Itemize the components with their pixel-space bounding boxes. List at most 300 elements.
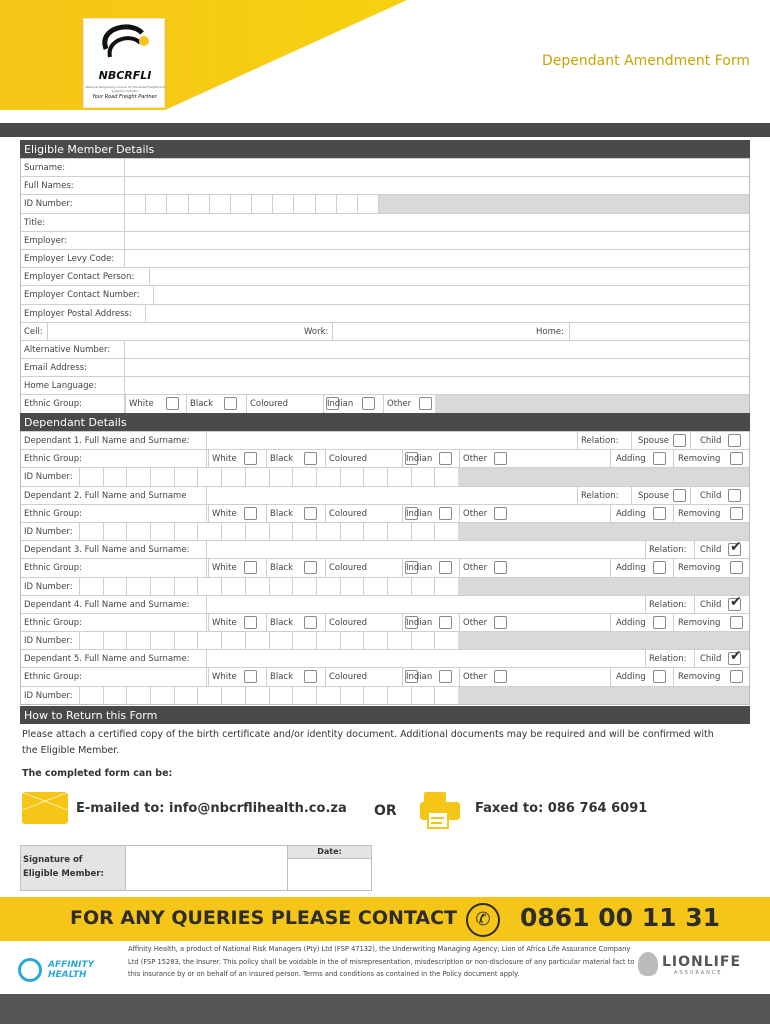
ethnic-group-label: Ethnic Group: — [24, 508, 82, 519]
label-home-language: Home Language: — [24, 381, 97, 392]
ethnic-divider — [325, 505, 326, 522]
ethnic-option-white: White — [212, 563, 237, 574]
id-number-label: ID Number: — [24, 526, 73, 537]
id-digit-cell — [340, 687, 341, 704]
id-digit-cell — [174, 523, 175, 540]
ethnic-checkbox-other[interactable] — [494, 452, 507, 465]
label-work: Work: — [304, 326, 329, 337]
label-id-number: ID Number: — [24, 199, 73, 210]
check-mark-icon: ✔ — [730, 539, 742, 556]
spouse-divider — [631, 487, 632, 504]
id-number-label: ID Number: — [24, 581, 73, 592]
dependant-2-name-row — [21, 486, 749, 504]
ethnic-divider — [266, 505, 267, 522]
ethnic-checkbox-black[interactable] — [304, 561, 317, 574]
relation-divider — [645, 541, 646, 558]
label-alt-number: Alternative Number: — [24, 344, 111, 355]
bottom-bar — [0, 994, 770, 1024]
ethnic-option-indian: Indian — [327, 399, 354, 410]
ethnic-group-label: Ethnic Group: — [24, 617, 82, 628]
relation-divider — [645, 650, 646, 667]
ethnic-checkbox-black[interactable] — [304, 616, 317, 629]
ethnic-option-white: White — [129, 399, 154, 410]
ethnic-checkbox-black[interactable] — [304, 507, 317, 520]
relation-label: Relation: — [649, 654, 687, 665]
id-digit-cell — [411, 632, 412, 649]
removing-divider — [673, 668, 674, 685]
ethnic-divider — [402, 450, 403, 467]
ethnic-checkbox-black[interactable] — [304, 452, 317, 465]
contact-number[interactable]: 0861 00 11 31 — [520, 903, 721, 932]
id-digit-cell — [411, 468, 412, 485]
row-email — [21, 358, 749, 376]
label-email: Email Address: — [24, 363, 87, 374]
ethnic-option-other: Other — [463, 617, 488, 628]
affinity-health-logo — [18, 956, 118, 986]
ethnic-checkbox-white[interactable] — [244, 452, 257, 465]
id-digit-cell — [221, 632, 222, 649]
ethnic-option-coloured: Coloured — [329, 454, 368, 465]
dependant-5-name-row — [21, 649, 749, 667]
lionlife-logo-sub: ASSURANCE — [674, 970, 723, 976]
row-id-number — [21, 194, 749, 212]
id-grey-area — [458, 468, 749, 485]
id-digit-cell — [411, 687, 412, 704]
check-mark-icon: ✔ — [730, 593, 742, 610]
adding-checkbox[interactable] — [653, 452, 666, 465]
id-grey-area — [458, 687, 749, 704]
id-digit-cell — [245, 523, 246, 540]
ethnic-checkbox-indian[interactable] — [439, 507, 452, 520]
adding-divider — [610, 668, 611, 685]
id-digit-cell — [79, 632, 80, 649]
id-digit-cell — [251, 195, 252, 212]
adding-divider — [610, 559, 611, 576]
id-digit-cell — [434, 523, 435, 540]
ethnic-checkbox-indian[interactable] — [362, 397, 375, 410]
removing-divider — [673, 505, 674, 522]
spouse-divider — [631, 432, 632, 449]
row-title — [21, 213, 749, 231]
child-checkbox[interactable] — [728, 593, 742, 611]
ethnic-checkbox-white[interactable] — [244, 561, 257, 574]
top-divider-bar — [0, 123, 770, 137]
id-digit-cell — [272, 195, 273, 212]
member-details-table — [20, 158, 750, 414]
id-digit-cell — [145, 195, 146, 212]
id-grey-area — [458, 523, 749, 540]
ethnic-checkbox-indian[interactable] — [439, 616, 452, 629]
ethnic-divider — [208, 668, 209, 685]
dependant-details-table — [20, 431, 750, 705]
id-digit-cell — [387, 578, 388, 595]
removing-checkbox[interactable] — [730, 561, 743, 574]
id-digit-cell — [316, 578, 317, 595]
adding-divider — [610, 450, 611, 467]
ethnic-option-other: Other — [387, 399, 412, 410]
signature-table — [20, 845, 372, 891]
ethnic-checkbox-white[interactable] — [244, 507, 257, 520]
label-cell: Cell: — [24, 326, 43, 337]
row-surname — [21, 158, 749, 176]
ethnic-divider — [459, 450, 460, 467]
id-digit-cell — [315, 195, 316, 212]
id-digit-cell — [363, 687, 364, 704]
row-employer — [21, 231, 749, 249]
id-digit-cell — [221, 578, 222, 595]
row-alt-number — [21, 340, 749, 358]
ethnic-divider — [246, 395, 247, 412]
id-digit-cell — [434, 578, 435, 595]
label-levy-code: Employer Levy Code: — [24, 253, 115, 264]
id-digit-cell — [150, 632, 151, 649]
id-digit-cell — [245, 632, 246, 649]
id-digit-cell — [103, 632, 104, 649]
ethnic-checkbox-other[interactable] — [419, 397, 432, 410]
dependant-name-label: Dependant 2. Full Name and Surname — [24, 490, 187, 501]
ethnic-checkbox-white[interactable] — [244, 670, 257, 683]
label-full-names: Full Names: — [24, 181, 74, 192]
dependant-4-id-row — [21, 631, 749, 649]
id-digit-cell — [174, 632, 175, 649]
envelope-icon — [22, 792, 68, 824]
ethnic-checkbox-other[interactable] — [494, 670, 507, 683]
id-digit-cell — [103, 523, 104, 540]
child-label: Child — [700, 545, 722, 556]
id-digit-cell — [292, 687, 293, 704]
id-digit-cell — [103, 687, 104, 704]
removing-divider — [673, 559, 674, 576]
affinity-logo-text: AFFINITY HEALTH — [48, 960, 95, 980]
dependant-3-ethnic-row — [21, 558, 749, 576]
removing-label: Removing — [678, 508, 721, 519]
id-digit-cell — [357, 195, 358, 212]
adding-checkbox[interactable] — [653, 561, 666, 574]
id-digit-cell — [363, 632, 364, 649]
id-digit-cell — [292, 523, 293, 540]
dependant-2-ethnic-row — [21, 504, 749, 522]
label-home: Home: — [536, 326, 564, 337]
removing-label: Removing — [678, 617, 721, 628]
removing-checkbox[interactable] — [730, 670, 743, 683]
form-title: Dependant Amendment Form — [542, 53, 750, 69]
child-checkbox[interactable] — [728, 539, 742, 556]
section-eligible-member: Eligible Member Details — [20, 140, 750, 158]
signature-label: Signature of Eligible Member: — [23, 855, 104, 879]
dependant-5-id-row — [21, 686, 749, 704]
id-digit-cell — [292, 468, 293, 485]
adding-label: Adding — [616, 454, 646, 465]
removing-checkbox[interactable] — [730, 507, 743, 520]
spouse-label: Spouse — [638, 436, 670, 446]
relation-divider — [577, 487, 578, 504]
disclaimer-text: Affinity Health, a product of National Risk Managers (Pty) Ltd (FSP 47132), the Underwriting Managing Agency; Lion of Africa Life Assurance Company Ltd (FSP 15283, the Insurer. This policy shall be voidable in the of misrepresentation, misdescription or non-disclosure of any particular material fact to this insurance by or on behalf of an insured person. Terms and conditions as contained in the Policy document apply. — [128, 945, 635, 978]
id-digit-cell — [293, 195, 294, 212]
adding-label: Adding — [616, 617, 646, 628]
id-digit-cell — [363, 468, 364, 485]
ethnic-divider — [208, 450, 209, 467]
id-digit-cell — [197, 468, 198, 485]
logo-name: NBCRFLI — [98, 69, 152, 82]
ethnic-divider — [325, 668, 326, 685]
ethnic-option-black: Black — [270, 508, 293, 519]
id-digit-cell — [79, 523, 80, 540]
id-digit-cell — [336, 195, 337, 212]
dependant-name-label: Dependant 1. Full Name and Surname: — [24, 436, 190, 446]
id-number-label: ID Number: — [24, 472, 73, 483]
or-text: OR — [374, 803, 397, 819]
lionlife-logo — [638, 952, 758, 982]
id-digit-cell — [221, 687, 222, 704]
dependant-1-ethnic-row — [21, 449, 749, 467]
adding-label: Adding — [616, 508, 646, 519]
dependant-5-ethnic-row — [21, 667, 749, 685]
ethnic-checkbox-indian[interactable] — [439, 561, 452, 574]
id-digit-cell — [79, 578, 80, 595]
relation-divider — [645, 596, 646, 613]
ethnic-divider — [208, 505, 209, 522]
signature-field[interactable] — [126, 845, 288, 891]
id-digit-cell — [269, 468, 270, 485]
ethnic-checkbox-other[interactable] — [494, 561, 507, 574]
row-contact-number — [21, 285, 749, 303]
id-digit-cell — [174, 578, 175, 595]
child-checkbox[interactable] — [728, 489, 741, 502]
child-label: Child — [700, 436, 722, 446]
ethnic-checkbox-indian[interactable] — [439, 452, 452, 465]
ethnic-option-white: White — [212, 454, 237, 465]
removing-label: Removing — [678, 563, 721, 574]
ethnic-divider — [402, 559, 403, 576]
id-digit-cell — [174, 687, 175, 704]
ethnic-option-black: Black — [270, 672, 293, 683]
id-digit-cell — [269, 523, 270, 540]
fax-icon — [418, 790, 464, 830]
ethnic-checkbox-white[interactable] — [166, 397, 179, 410]
section-how-to-return: How to Return this Form — [20, 706, 750, 724]
ethnic-group-label: Ethnic Group: — [24, 454, 82, 465]
id-digit-cell — [434, 468, 435, 485]
child-label: Child — [700, 654, 722, 665]
logo-tagline: Your Road Freight Partner. — [92, 94, 158, 100]
dependant-name-label: Dependant 5. Full Name and Surname: — [24, 654, 190, 665]
label-postal-address: Employer Postal Address: — [24, 308, 132, 319]
email-address[interactable]: E-mailed to: info@nbcrflihealth.co.za — [76, 801, 347, 816]
id-digit-cell — [197, 523, 198, 540]
id-digit-cell — [174, 468, 175, 485]
removing-checkbox[interactable] — [730, 616, 743, 629]
label-title: Title: — [24, 217, 46, 228]
dependant-3-id-row — [21, 577, 749, 595]
ethnic-divider — [206, 450, 207, 467]
logo-subtitle: National Bargaining Council for the Road Freight and Logistics Industry — [85, 85, 165, 93]
child-divider — [690, 432, 691, 449]
id-digit-cell — [340, 632, 341, 649]
id-digit-cell — [292, 632, 293, 649]
ethnic-checkbox-other[interactable] — [494, 616, 507, 629]
removing-checkbox[interactable] — [730, 452, 743, 465]
id-digit-cell — [434, 687, 435, 704]
id-digit-cell — [126, 632, 127, 649]
ethnic-option-white: White — [212, 617, 237, 628]
id-digit-cell — [292, 578, 293, 595]
check-mark-icon: ✔ — [730, 648, 742, 665]
id-digit-cell — [221, 523, 222, 540]
id-digit-cell — [387, 687, 388, 704]
id-digit-cell — [245, 468, 246, 485]
spouse-checkbox[interactable] — [673, 434, 686, 447]
id-digit-cell — [150, 687, 151, 704]
date-field[interactable] — [288, 859, 372, 891]
removing-label: Removing — [678, 672, 721, 683]
id-digit-cell — [434, 632, 435, 649]
id-digit-cell — [150, 468, 151, 485]
ethnic-option-indian: Indian — [406, 617, 433, 628]
id-digit-cell — [387, 468, 388, 485]
id-digit-cell — [316, 632, 317, 649]
spouse-label: Spouse — [638, 490, 670, 501]
child-divider — [690, 487, 691, 504]
adding-divider — [610, 505, 611, 522]
adding-checkbox[interactable] — [653, 507, 666, 520]
ethnic-option-other: Other — [463, 454, 488, 465]
ethnic-option-black: Black — [270, 454, 293, 465]
row-postal-address — [21, 304, 749, 322]
id-number-label: ID Number: — [24, 636, 73, 647]
relation-label: Relation: — [581, 436, 619, 446]
spouse-checkbox[interactable] — [673, 489, 686, 502]
id-digit-cell — [230, 195, 231, 212]
ethnic-option-other: Other — [463, 672, 488, 683]
queries-text: FOR ANY QUERIES PLEASE CONTACT — [70, 907, 457, 929]
id-grey-area — [458, 632, 749, 649]
child-label: Child — [700, 490, 722, 501]
id-digit-cell — [378, 195, 379, 212]
id-digit-cell — [103, 578, 104, 595]
id-digit-cell — [245, 578, 246, 595]
id-grey-area — [458, 578, 749, 595]
id-digit-cell — [269, 632, 270, 649]
label-contact-number: Employer Contact Number: — [24, 290, 140, 301]
dependant-1-name-row — [21, 431, 749, 449]
id-digit-cell — [103, 468, 104, 485]
return-instructions: Please attach a certified copy of the birth certificate and/or identity document. Additional documents may be required and will be confirmed with the Eligible Member. — [22, 729, 714, 756]
name-field-divider — [206, 596, 207, 613]
ethnic-divider — [325, 559, 326, 576]
ethnic-divider — [206, 505, 207, 522]
relation-label: Relation: — [581, 490, 619, 501]
ethnic-checkbox-black[interactable] — [224, 397, 237, 410]
id-digit-cell — [197, 632, 198, 649]
child-checkbox[interactable] — [728, 434, 741, 447]
id-digit-cell — [316, 687, 317, 704]
removing-divider — [673, 450, 674, 467]
ethnic-option-indian: Indian — [406, 454, 433, 465]
child-divider — [694, 650, 695, 667]
ethnic-divider — [266, 450, 267, 467]
id-digit-cell — [126, 578, 127, 595]
name-field-divider — [206, 432, 207, 449]
phone-icon: ✆ — [466, 903, 500, 937]
ethnic-option-coloured: Coloured — [329, 508, 368, 519]
child-divider — [694, 541, 695, 558]
ethnic-divider — [266, 559, 267, 576]
ethnic-divider — [383, 395, 384, 412]
id-digit-cell — [340, 523, 341, 540]
name-field-divider — [206, 650, 207, 667]
ethnic-option-indian: Indian — [406, 508, 433, 519]
ethnic-divider — [459, 559, 460, 576]
ethnic-option-indian: Indian — [406, 672, 433, 683]
adding-divider — [610, 614, 611, 631]
ethnic-checkbox-black[interactable] — [304, 670, 317, 683]
ethnic-divider — [325, 614, 326, 631]
relation-label: Relation: — [649, 545, 687, 556]
ethnic-checkbox-other[interactable] — [494, 507, 507, 520]
id-digit-cell — [269, 578, 270, 595]
completed-form-text: The completed form can be: — [22, 768, 173, 779]
nbcrfli-logo — [83, 18, 165, 108]
id-digit-cell — [411, 578, 412, 595]
date-label: Date: — [288, 845, 372, 859]
ethnic-option-black: Black — [190, 399, 213, 410]
ethnic-checkbox-indian[interactable] — [439, 670, 452, 683]
id-digit-cell — [166, 195, 167, 212]
section-dependant-details: Dependant Details — [20, 413, 750, 431]
ethnic-option-coloured: Coloured — [250, 399, 289, 410]
id-digit-cell — [126, 687, 127, 704]
label-surname: Surname: — [24, 163, 66, 173]
ethnic-divider — [323, 395, 324, 412]
ethnic-group-label: Ethnic Group: — [24, 563, 82, 574]
row-levy-code — [21, 249, 749, 267]
adding-label: Adding — [616, 563, 646, 574]
child-label: Child — [700, 599, 722, 610]
row-home-language — [21, 376, 749, 394]
ethnic-group-label: Ethnic Group: — [24, 672, 82, 683]
label-employer: Employer: — [24, 235, 68, 246]
ethnic-option-black: Black — [270, 617, 293, 628]
name-field-divider — [206, 487, 207, 504]
ethnic-option-coloured: Coloured — [329, 672, 368, 683]
adding-checkbox[interactable] — [653, 616, 666, 629]
child-checkbox[interactable] — [728, 648, 742, 665]
row-member-ethnic — [21, 394, 749, 412]
ethnic-divider — [266, 614, 267, 631]
adding-checkbox[interactable] — [653, 670, 666, 683]
ethnic-option-white: White — [212, 508, 237, 519]
removing-divider — [673, 614, 674, 631]
ethnic-option-coloured: Coloured — [329, 617, 368, 628]
id-number-label: ID Number: — [24, 690, 73, 701]
dependant-1-id-row — [21, 467, 749, 485]
ethnic-divider — [206, 668, 207, 685]
id-digit-cell — [209, 195, 210, 212]
ethnic-option-other: Other — [463, 508, 488, 519]
id-digit-cell — [126, 523, 127, 540]
ethnic-divider — [208, 559, 209, 576]
id-digit-cell — [316, 523, 317, 540]
id-digit-cell — [340, 468, 341, 485]
id-digit-cell — [79, 687, 80, 704]
relation-divider — [577, 432, 578, 449]
ethnic-divider — [402, 668, 403, 685]
ethnic-divider — [186, 395, 187, 412]
ethnic-option-indian: Indian — [406, 563, 433, 574]
relation-label: Relation: — [649, 599, 687, 610]
ethnic-checkbox-white[interactable] — [244, 616, 257, 629]
ethnic-divider — [459, 505, 460, 522]
